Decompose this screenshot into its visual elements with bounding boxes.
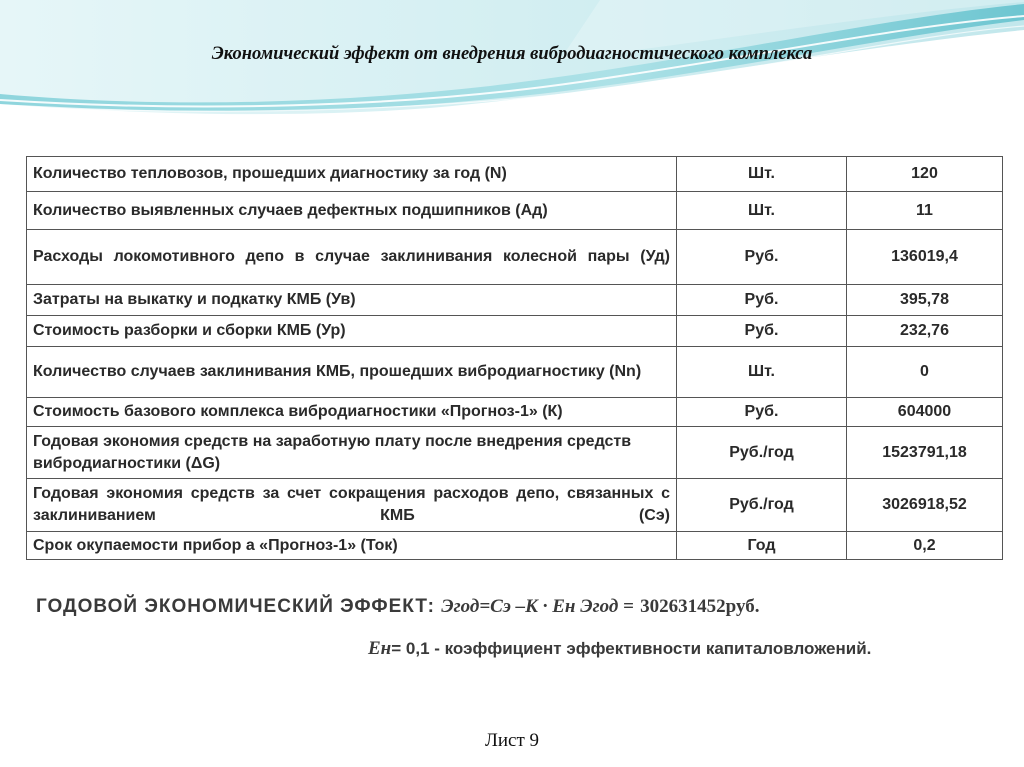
unit-cell: Шт. [677,347,847,398]
parameter-cell: Расходы локомотивного депо в случае заклинивания колесной пары (Уд) [27,230,677,285]
annual-effect-formula [36,596,996,618]
table-row [27,157,1003,192]
efficiency-coefficient [368,638,871,660]
table-row [27,479,1003,532]
table-row [27,347,1003,398]
unit-cell: Руб. [677,285,847,316]
table-row [27,230,1003,285]
value-cell: 0 [847,347,1003,398]
parameter-cell: Годовая экономия средств за счет сокращения расходов депо, связанных с заклиниванием КМБ (Сэ) [27,479,677,532]
value-cell: 395,78 [847,285,1003,316]
value-cell: 0,2 [847,532,1003,560]
parameter-cell: Затраты на выкатку и подкатку КМБ (Ув) [27,285,677,316]
table-row [27,285,1003,316]
slide-title: Экономический эффект от внедрения вибродиагностического комплекса [211,44,813,64]
coefficient-text: = 0,1 - коэффициент эффективности капиталовложений. [391,639,872,658]
unit-cell: Руб./год [677,479,847,532]
economic-parameters-table [26,156,1003,560]
unit-cell: Шт. [677,192,847,230]
sheet-number: Лист 9 [484,730,540,751]
unit-cell: Руб. [677,230,847,285]
parameter-cell: Стоимость разборки и сборки КМБ (Ур) [27,316,677,347]
value-cell: 11 [847,192,1003,230]
value-cell: 604000 [847,398,1003,427]
value-cell: 120 [847,157,1003,192]
parameter-cell: Годовая экономия средств на заработную плату после внедрения средств вибродиагностики (ΔG) [27,427,677,479]
unit-cell: Год [677,532,847,560]
unit-cell: Руб. [677,316,847,347]
scanned-document [26,156,1004,560]
parameter-cell: Количество тепловозов, прошедших диагностику за год (N) [27,157,677,192]
unit-cell: Шт. [677,157,847,192]
parameter-cell: Стоимость базового комплекса вибродиагностики «Прогноз-1» (К) [27,398,677,427]
formula-value: 302631452руб. [640,596,760,617]
parameter-cell: Срок окупаемости прибор а «Прогноз-1» (Ток) [27,532,677,560]
value-cell: 136019,4 [847,230,1003,285]
coefficient-symbol: Ен [368,638,392,659]
value-cell: 3026918,52 [847,479,1003,532]
formula-label: ГОДОВОЙ ЭКОНОМИЧЕСКИЙ ЭФФЕКТ: [36,596,436,617]
parameter-cell: Количество выявленных случаев дефектных подшипников (Aд) [27,192,677,230]
table-row [27,398,1003,427]
formula-expression: Эгод=Сэ –К · Ен Эгод = [441,596,634,617]
unit-cell: Руб./год [677,427,847,479]
table-row [27,316,1003,347]
unit-cell: Руб. [677,398,847,427]
table-row [27,532,1003,560]
parameter-cell: Количество случаев заклинивания КМБ, прошедших вибродиагностику (Nn) [27,347,677,398]
table-row [27,192,1003,230]
value-cell: 1523791,18 [847,427,1003,479]
table-row [27,427,1003,479]
value-cell: 232,76 [847,316,1003,347]
